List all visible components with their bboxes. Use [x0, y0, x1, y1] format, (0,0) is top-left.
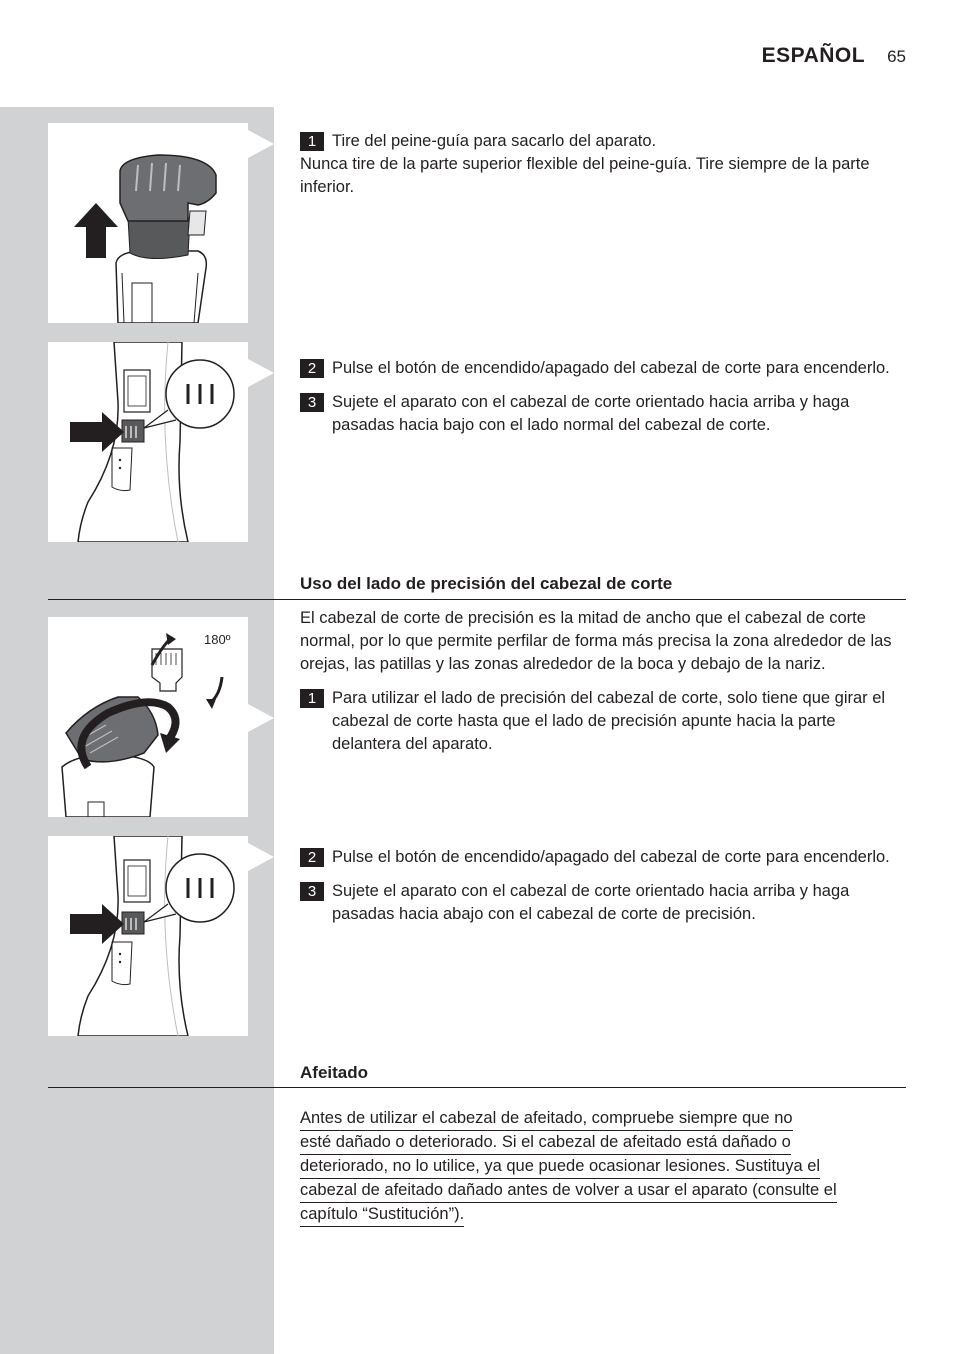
step-number: 1	[300, 689, 324, 708]
step-item	[300, 357, 906, 380]
step-item	[300, 880, 906, 926]
caution-note: Nunca tire de la parte superior flexible del peine-guía. Tire siempre de la parte inferior.	[300, 155, 870, 196]
step-number: 2	[300, 359, 324, 378]
step-item	[300, 846, 906, 869]
language-label: ESPAÑOL	[761, 44, 866, 67]
step-text: Pulse el botón de encendido/apagado del cabezal de corte para encenderlo.	[332, 848, 890, 866]
section-divider	[48, 1087, 906, 1088]
press-button-figure	[48, 342, 248, 542]
page-number: 65	[887, 47, 906, 66]
step-text: Sujete el aparato con el cabezal de corte orientado hacia arriba y haga pasadas hacia bajo con el lado normal del cabezal de corte.	[332, 393, 850, 434]
warning-line: esté dañado o deteriorado. Si el cabezal de afeitado está dañado o	[300, 1132, 791, 1155]
step-text: Para utilizar el lado de precisión del cabezal de corte, solo tiene que girar el cabezal de corte hasta que el lado de precisión apunte hacia la parte delantera del aparato.	[332, 689, 886, 753]
step-text: Pulse el botón de encendido/apagado del cabezal de corte para encenderlo.	[332, 359, 890, 377]
step-number: 3	[300, 882, 324, 901]
paragraph: El cabezal de corte de precisión es la mitad de ancho que el cabezal de corte normal, por lo que permite perfilar de forma más precisa la zona alrededor de las orejas, las patillas y las zonas alrededor de la boca y debajo de la nariz.	[300, 609, 892, 673]
step-item	[300, 391, 906, 437]
warning-line: Antes de utilizar el cabezal de afeitado, compruebe siempre que no	[300, 1108, 793, 1131]
step-number: 2	[300, 848, 324, 867]
step-block-2	[300, 357, 906, 448]
figure-pointer	[248, 359, 274, 387]
rotate-head-figure	[48, 617, 248, 817]
section-title-shaving: Afeitado	[300, 1063, 368, 1082]
figure-pointer	[248, 130, 274, 158]
warning-line: capítulo “Sustitución”).	[300, 1204, 464, 1227]
precision-intro-block	[300, 607, 906, 767]
shaving-warning	[300, 1107, 906, 1227]
step-block-4	[300, 846, 906, 937]
section-title-precision: Uso del lado de precisión del cabezal de corte	[300, 574, 673, 593]
pull-comb-figure	[48, 123, 248, 323]
step-text: Sujete el aparato con el cabezal de corte orientado hacia arriba y haga pasadas hacia abajo con el cabezal de corte de precisión.	[332, 882, 850, 923]
step-number: 3	[300, 393, 324, 412]
section-divider	[48, 599, 906, 600]
warning-line: deteriorado, no lo utilice, ya que puede ocasionar lesiones. Sustituya el	[300, 1156, 820, 1179]
step-block-1	[300, 130, 906, 199]
figure-pointer	[248, 704, 274, 732]
step-text: Tire del peine-guía para sacarlo del aparato.	[332, 132, 657, 150]
page-header	[762, 44, 906, 78]
step-item	[300, 687, 906, 756]
rotation-label: 180º	[204, 632, 231, 647]
step-number: 1	[300, 132, 324, 151]
up-arrow-icon	[74, 203, 118, 258]
warning-line: cabezal de afeitado dañado antes de volver a usar el aparato (consulte el	[300, 1180, 837, 1203]
figure-pointer	[248, 843, 274, 871]
press-button-precision-figure	[48, 836, 248, 1036]
step-item	[300, 130, 906, 153]
